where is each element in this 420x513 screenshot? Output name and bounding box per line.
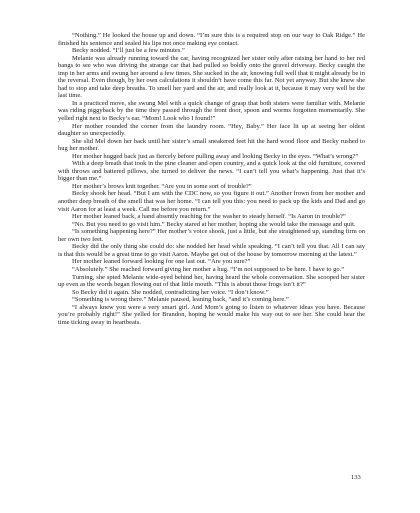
paragraph: Her mother rounded the corner from the laundry room. “Hey, Baby.” Her face lit up at seeing her oldest daughter so unexpectedly. bbox=[58, 122, 365, 138]
paragraph: Becky nodded. “I’ll just be a few minutes.” bbox=[72, 47, 185, 55]
paragraph: Turning, she spied Melanie wide-eyed behind her, having heard the whole conversation. She scooped her sister up even as the words began flowing out of that little mouth. “This is about those frogs isn’t it?” bbox=[58, 273, 365, 289]
page-number: 133 bbox=[351, 474, 361, 481]
paragraph: So Becky did it again. She nodded, contradicting her voice. “I don’t know.” bbox=[72, 288, 269, 296]
body-text bbox=[58, 32, 365, 326]
paragraph: Her mother leaned back, a hand absently reaching for the washer to steady herself. “Is Aaron in trouble?” bbox=[72, 213, 346, 221]
paragraph: Her mother leaned forward looking for one last out. “Are you sure?” bbox=[72, 258, 251, 266]
paragraph: Melanie was already running toward the car, having recognized her sister only after raising her hand to her red bangs to see who was driving the strange car that had pulled so boldly onto the gravel driveway. Becky caught the imp in her arms and swung her around a few times. She sucked in the air, knowing full well that it might already be in the reversal. Even though, by her own calculations it shouldn’t have come this far. Not yet anyway. But she knew she had to stop and take deep breaths. To smell her yard and the air, and really look at it, because it may very well be the last time. bbox=[58, 54, 365, 100]
paragraph: Her mother hugged back just as fiercely before pulling away and looking Becky in the eyes. “What’s wrong?” bbox=[72, 152, 359, 160]
paragraph: “Is something happening here?” Her mother’s voice shook, just a little, but she straightened up, standing firm on her own two feet. bbox=[58, 228, 365, 243]
paragraph: “Something is wrong there.” Melanie paused, leaning back, “and it’s coming here.” bbox=[72, 296, 289, 304]
paragraph: She slid Mel down her back until her sister’s small sneakered feet hit the hard wood floor and Becky rushed to hug her mother. bbox=[58, 137, 365, 153]
paragraph: Her mother’s brows knit together. “Are you in some sort of trouble?” bbox=[72, 182, 252, 190]
paragraph: “I always knew you were a very smart girl. And Mom’s going to listen to whatever ideas you have. Because you’re probably right!” She yelled for Brandon, hoping he would make his way out to see her. She could hear the time ticking away in heartbeats. bbox=[58, 303, 365, 326]
paragraph: “Absolutely.” She reached forward giving her mother a hug. “I’m not supposed to be here. I have to go.” bbox=[72, 265, 345, 273]
paragraph: Becky shook her head. “But I am with the CDC now, so you figure it out.” Another frown from her mother and another deep breath of the smell that was her home. “I can tell you this: you need to pack up the kids and Dad and go visit Aaron for at least a week. Call me before you return.” bbox=[58, 190, 365, 213]
paragraph: “No. But you need to go visit him.” Becky stared at her mother, hoping she would take the message and quit. bbox=[72, 220, 356, 228]
paragraph: In a practiced move, she swung Mel with a quick change of grasp that both sisters were familiar with. Melanie was riding piggyback by the time they passed through the front door, spoon and worms forgotten momentarily. She yelled right next to Becky’s ear. “Mom! Look who I found!” bbox=[58, 99, 365, 123]
paragraph: Becky did the only thing she could do: she nodded her head while speaking. “I can’t tell you that. All I can say is that this would be a great time to go visit Aaron. Maybe get out of the house by tomorrow morning at the latest.” bbox=[58, 243, 365, 258]
paragraph: With a deep breath that took in the pine cleaner and open country, and a quick look at the old furniture, covered with throws and battered pillows, she turned to deliver the news. “I can’t tell you what’s happening. Just that it’s bigger than me.” bbox=[58, 160, 365, 183]
paragraph: “Nothing.” He looked the house up and down. “I’m sure this is a required stop on our way to Oak Ridge.” He finished his sentence and sealed his lips not once making eye contact. bbox=[58, 32, 365, 47]
